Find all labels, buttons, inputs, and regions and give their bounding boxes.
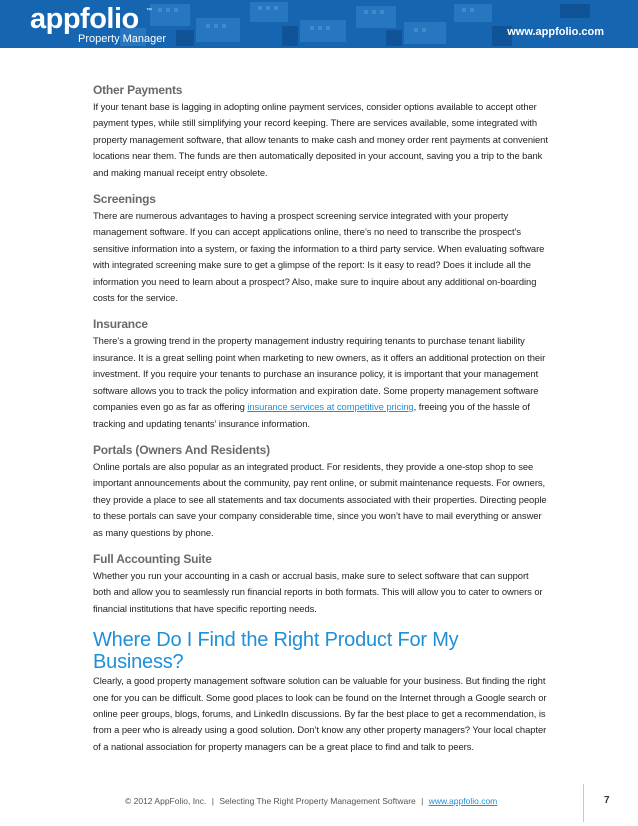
insurance-text-before: There’s a growing trend in the property management industry requiring tenants to purchase tenant liability insurance. It is a great selling point when marketing to new owners, as it offers an additional protection on their investment. If you require your tenants to purchase an insurance policy, it is important that your management software allows you to track the policy information and expiration date. Some property management software companies even go as far as offering [93, 335, 546, 413]
footer-divider [583, 784, 584, 822]
header-url[interactable]: www.appfolio.com [507, 26, 604, 38]
main-heading: Where Do I Find the Right Product For My Business? [93, 629, 459, 674]
logo-wordmark: appfolio [30, 3, 139, 35]
page-number: 7 [604, 795, 610, 806]
footer-text [125, 796, 497, 806]
footer-copyright: © 2012 AppFolio, Inc. [125, 796, 207, 806]
footer-separator: | [211, 796, 214, 806]
document-body [93, 82, 549, 755]
section-heading: Other Payments [93, 83, 183, 97]
footer-separator: | [421, 796, 424, 806]
insurance-services-link[interactable]: insurance services at competitive pricing [247, 401, 414, 413]
section-heading: Screenings [93, 192, 156, 207]
footer-title: Selecting The Right Property Management Software [219, 796, 416, 806]
section-heading: Full Accounting Suite [93, 551, 212, 566]
section-heading: Insurance [93, 317, 148, 332]
footer-link[interactable]: www.appfolio.com [428, 796, 498, 806]
header-banner [0, 0, 638, 48]
section-text: Whether you run your accounting in a cash or accrual basis, make sure to select software that can support both and allow you to seamlessly run financial reports in both formats. This will allow you to cater to owners or financial institutions that have specific reporting needs. [93, 569, 543, 614]
section-portals [93, 442, 549, 541]
main-text: Clearly, a good property management software solution can be valuable for your business. But finding the right one for you can be difficult. Some good places to look can be found on the Internet through a Google search or online peer groups, blogs, forums, and LinkedIn discussions. By far the best place to get a recommendation, is from a peer who is already using a good solution. Don’t know any other property managers? Your local chapter of a national association for property managers can be a great place to find and talk to peers. [93, 675, 547, 752]
page-footer [0, 796, 638, 810]
section-text: Online portals are also popular as an integrated product. For residents, they provide a one-stop shop to see important announcements about the community, pay rent online, or submit maintenance requests. For owners, they provide a place to see all statements and tax documents associated with their properties. Directing people to these portals can save your company considerable time, since you won’t have to mail everything or answer as many questions by phone. [93, 460, 547, 538]
section-text: If your tenant base is lagging in adopting online payment services, consider options available to accept other payment types, while still simplifying your record keeping. There are services available, some integrated with property management software, that allow tenants to make cash and money order rent payments at convenient locations near them. The funds are then automatically deposited in your account, saving you a trip to the bank and making manual receipt entry obsolete. [93, 101, 548, 178]
section-screenings [93, 191, 549, 306]
section-heading: Portals (Owners And Residents) [93, 442, 270, 457]
section-text: There are numerous advantages to having a prospect screening service integrated with your property management software. If you can accept applications online, there’s no need to transcribe the prospect’s sensitive information into a system, or faxing the information to a third party service. When evaluating software with integrated screening make sure to get a glimpse of the report: Is it easy to read? Does it include all the information you need to learn about a prospect? Also, make sure to inquire about any additional on-boarding costs for the service. [93, 210, 545, 304]
section-text [93, 333, 549, 431]
appfolio-logo[interactable] [30, 4, 166, 45]
section-other-payments [93, 82, 549, 181]
insurance-text-after: , freeing you of the hassle of tracking and updating tenants’ insurance information. [93, 401, 530, 429]
logo-subtitle: Property Manager [78, 33, 167, 45]
logo-trademark: ™ [146, 8, 152, 14]
section-full-accounting [93, 551, 549, 617]
section-insurance [93, 316, 549, 431]
